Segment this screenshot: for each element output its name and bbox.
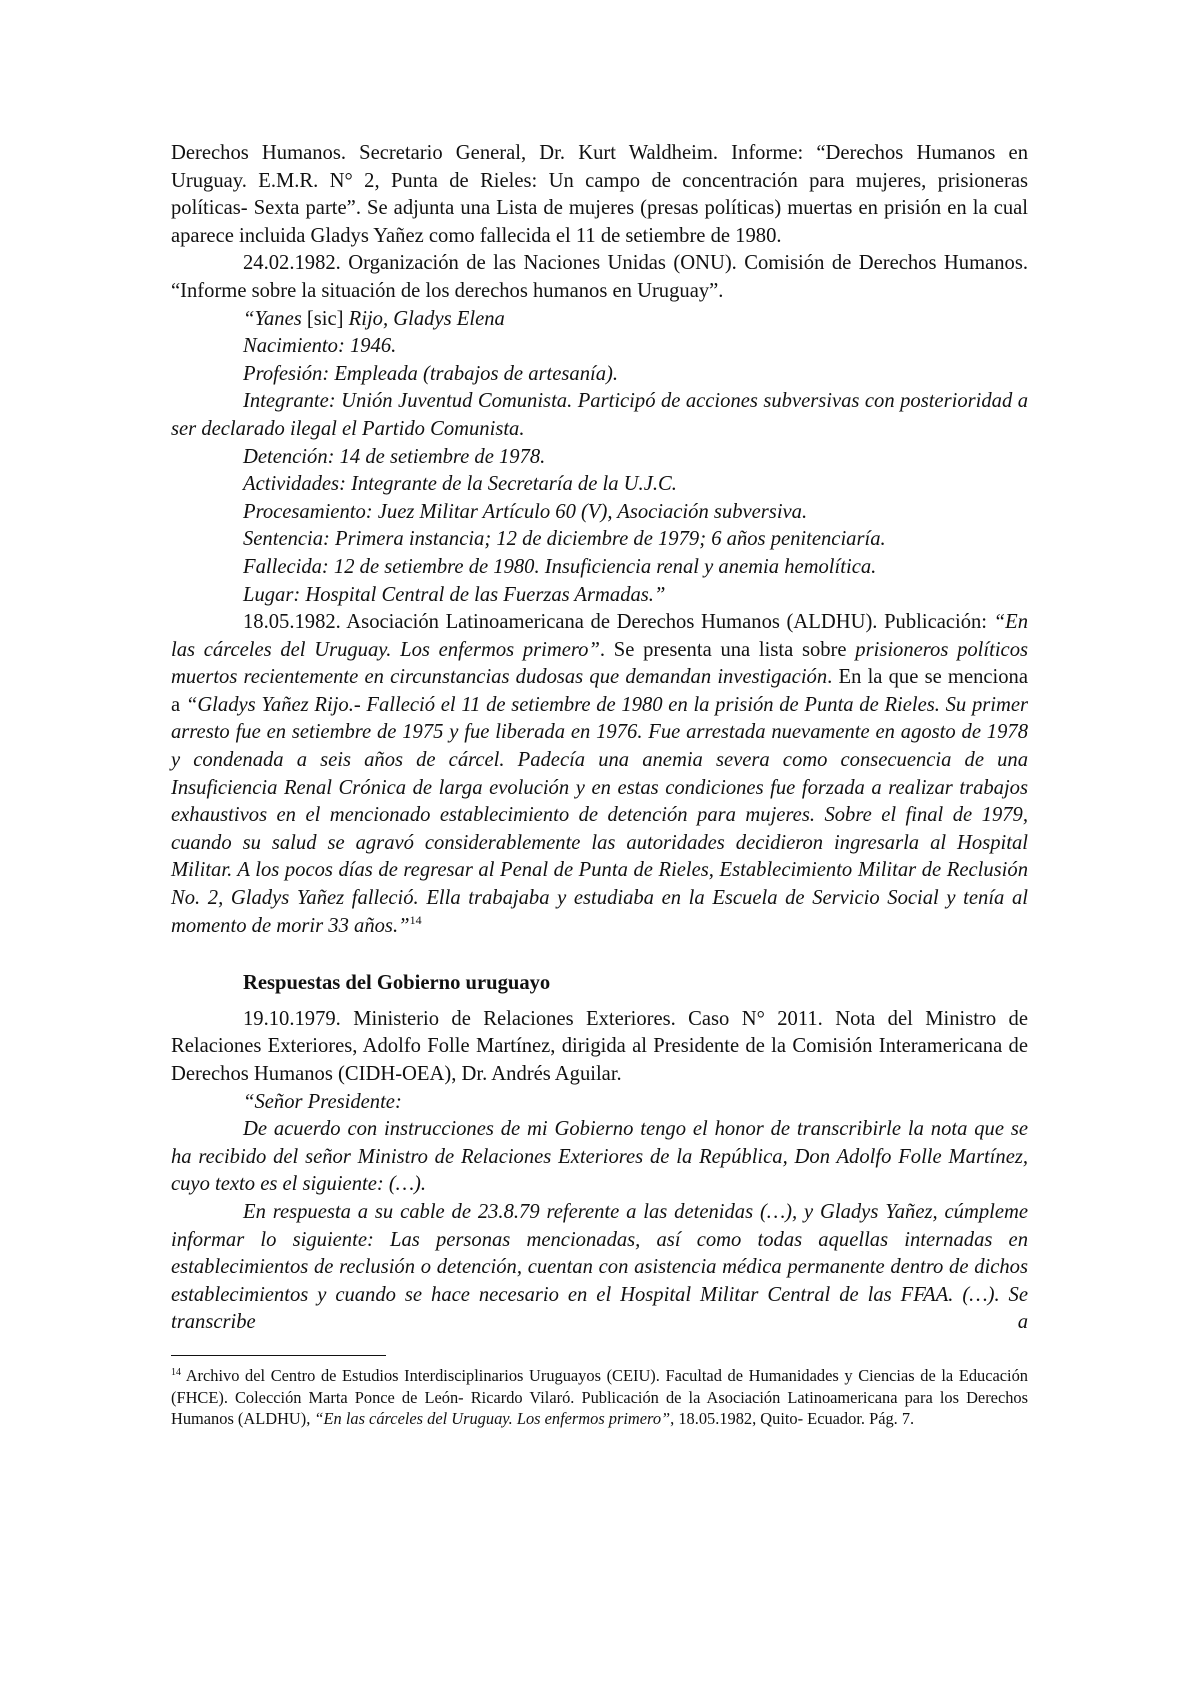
quote-name-b: Rijo, Gladys Elena: [343, 307, 505, 330]
quote-name-a: “Yanes: [243, 307, 307, 330]
aldhu-text-a: 18.05.1982. Asociación Latinoamericana de Derechos Humanos (ALDHU). Publicación:: [243, 611, 994, 634]
quote-name-line: [171, 306, 1028, 334]
quote-procesamiento: Procesamiento: Juez Militar Artículo 60 (V), Asociación subversiva.: [243, 500, 808, 523]
footnote-separator: [171, 1355, 386, 1356]
sic-marker: [sic]: [306, 307, 344, 330]
quote-fallecida: Fallecida: 12 de setiembre de 1980. Insuficiencia renal y anemia hemolítica.: [243, 555, 877, 578]
quote-paragraph-instructions: De acuerdo con instrucciones de mi Gobierno tengo el honor de transcribirle la nota que se ha recibido del señor Ministro de Relaciones Exteriores de la República, Don Adolfo Folle Martínez, cuyo texto es el siguiente: (…).: [171, 1118, 1028, 1196]
aldhu-text-d: prisioneros políticos muertos recientemente en circunstancias dudosas que demandan investigación: [171, 638, 1028, 689]
quote-detencion: Detención: 14 de setiembre de 1978.: [243, 445, 546, 468]
quote-salutation: “Señor Presidente:: [243, 1090, 402, 1113]
quote-lugar: Lugar: Hospital Central de las Fuerzas Armadas.”: [243, 583, 666, 606]
quote-actividades: Actividades: Integrante de la Secretaría de la U.J.C.: [243, 473, 677, 496]
aldhu-quote: “Gladys Yañez Rijo.- Falleció el 11 de setiembre de 1980 en la prisión de Punta de Rieles. Su primer arresto fue en setiembre de 1975 y fue liberada en 1976. Fue arrestada nuevamente en agosto de 1978 y condenada a seis años de cárcel. Padecía una anemia severa como consecuencia de una Insuficiencia Renal Crónica de larga evolución y en estas condiciones fue forzada a realizar trabajos exhaustivos en el mencionado establecimiento de detención para mujeres. Sobre el final de 1979, cuando su salud se agravó considerablemente las autoridades decidieron ingresarla al Hospital Militar. A los pocos días de regresar al Penal de Punta de Rieles, Establecimiento Militar de Reclusión No. 2, Gladys Yañez falleció. Ella trabajaba y estudiaba en la Escuela de Servicio Social y tenía al momento de morir 33 años.”: [171, 693, 1028, 937]
paragraph-onu-report: 24.02.1982. Organización de las Naciones Unidas (ONU). Comisión de Derechos Humanos. “Informe sobre la situación de los derechos humanos en Uruguay”.: [171, 252, 1028, 302]
quote-paragraph-response: En respuesta a su cable de 23.8.79 referente a las detenidas (…), y Gladys Yañez, cúmpleme informar lo siguiente: Las personas mencionadas, así como todas aquellas internadas en establecimientos de reclusión o detención, cuentan con asistencia médica permanente dentro de dichos establecimientos y cuando se hace necesario en el Hospital Militar Central de las FFAA. (…). Se transcribe a: [171, 1200, 1028, 1334]
footnote-text-a: Archivo del Centro de Estudios Interdisciplinarios Uruguayos (CEIU). Facultad de Humanidades y Ciencias de la Educación (FHCE). Colección Marta Ponce de León- Ricardo Vilaró. Publicación de la Asociación Latinoamericana para los Derechos Humanos (ALDHU),: [171, 1365, 1028, 1429]
quote-integrante: Integrante: Unión Juventud Comunista. Participó de acciones subversivas con posterioridad a ser declarado ilegal el Partido Comunista.: [171, 390, 1028, 440]
footnote: [171, 1365, 1028, 1430]
footnote-title: “En las cárceles del Uruguay. Los enfermos primero”: [314, 1409, 671, 1429]
paragraph-ministry-note: 19.10.1979. Ministerio de Relaciones Exteriores. Caso N° 2011. Nota del Ministro de Relaciones Exteriores, Adolfo Folle Martínez, dirigida al Presidente de la Comisión Interamericana de Derechos Humanos (CIDH-OEA), Dr. Andrés Aguilar.: [171, 1007, 1028, 1085]
quote-onu-record: [171, 306, 1028, 610]
paragraph-kurt-waldheim-report: Derechos Humanos. Secretario General, Dr. Kurt Waldheim. Informe: “Derechos Humanos en Uruguay. E.M.R. N° 2, Punta de Rieles: Un campo de concentración para mujeres, prisioneras políticas- Sexta parte”. Se adjunta una Lista de mujeres (presas políticas) muertas en prisión en la cual aparece incluida Gladys Yañez como fallecida el 11 de setiembre de 1980.: [171, 142, 1028, 247]
aldhu-text-c: . Se presenta una lista sobre: [599, 638, 856, 661]
footnote-marker[interactable]: 14: [409, 912, 422, 927]
document-page: [171, 140, 1028, 1430]
aldhu-text-e: . En la que se menciona a: [171, 666, 1028, 716]
aldhu-title: “En las cárceles del Uruguay. Los enfermos primero”: [171, 611, 1028, 661]
footnote-number: 14: [171, 1366, 181, 1378]
quote-sentencia: Sentencia: Primera instancia; 12 de diciembre de 1979; 6 años penitenciaría.: [243, 528, 886, 551]
paragraph-aldhu-publication: [171, 609, 1028, 940]
section-heading: Respuestas del Gobierno uruguayo: [243, 972, 551, 995]
quote-profesion: Profesión: Empleada (trabajos de artesanía).: [243, 362, 619, 385]
footnote-text-c: , 18.05.1982, Quito- Ecuador. Pág. 7.: [670, 1409, 915, 1429]
quote-nacimiento: Nacimiento: 1946.: [243, 335, 397, 358]
